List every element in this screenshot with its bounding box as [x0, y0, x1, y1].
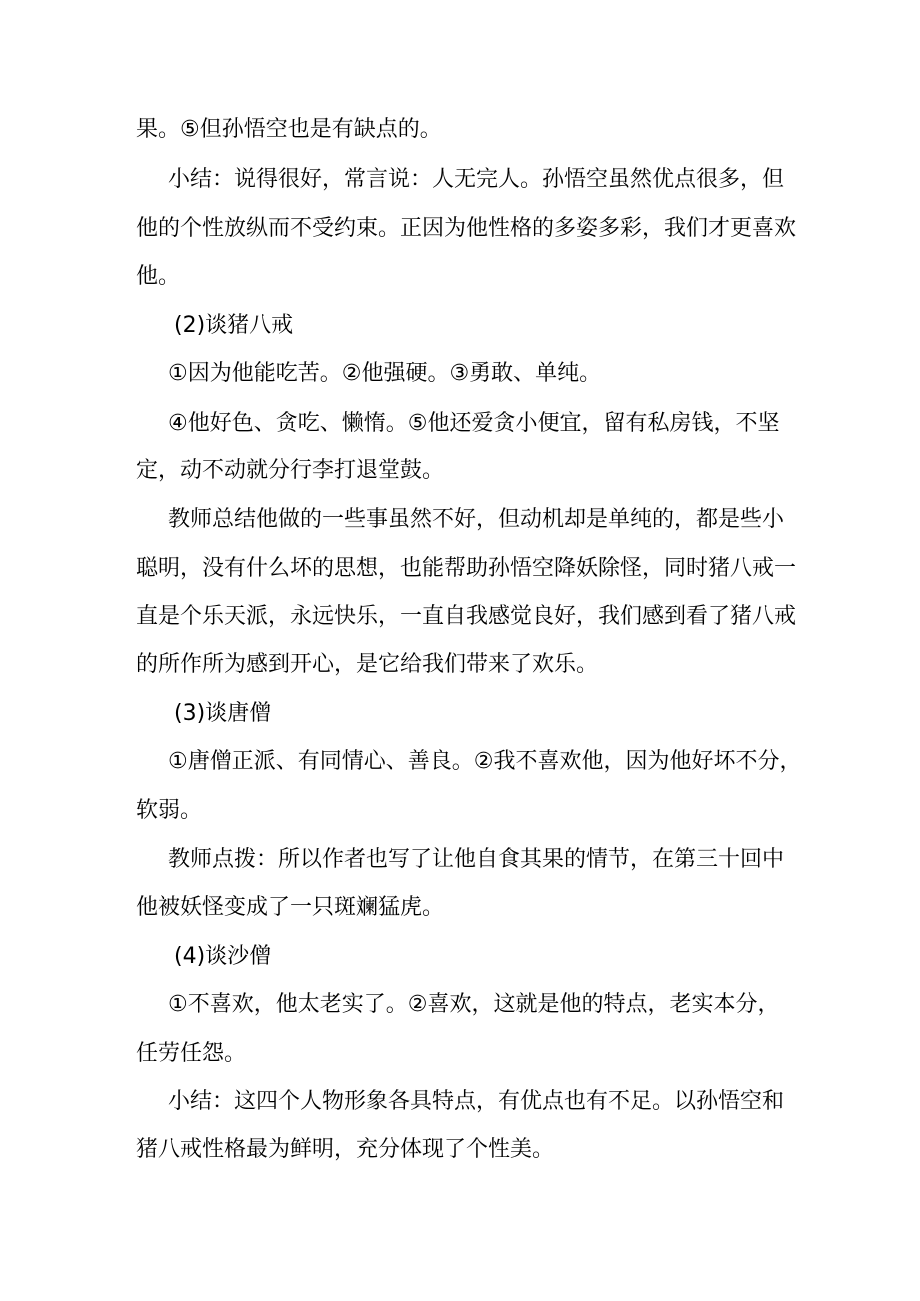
text-line-22: 猪八戒性格最为鲜明，充分体现了个性美。 — [136, 1137, 555, 1162]
text-line-3: 他的个性放纵而不受约束。正因为他性格的多姿多彩，我们才更喜欢 — [136, 216, 797, 241]
text-line-9: 教师总结他做的一些事虽然不好，但动机却是单纯的，都是些小 — [168, 507, 785, 532]
text-line-14: ①唐僧正派、有同情心、善良。②我不喜欢他，因为他好坏不分， — [168, 749, 802, 774]
section-heading-zhubajie: (2)谈猪八戒 — [174, 313, 294, 338]
text-line-15: 软弱。 — [136, 798, 203, 823]
text-line-8: 定，动不动就分行李打退堂鼓。 — [136, 458, 445, 483]
text-line-19: ①不喜欢，他太老实了。②喜欢，这就是他的特点，老实本分， — [168, 992, 780, 1017]
section-heading-shaseng: (4)谈沙僧 — [174, 944, 272, 969]
text-line-6: ①因为他能吃苦。②他强硬。③勇敢、单纯。 — [168, 361, 602, 386]
text-line-2: 小结：说得很好，常言说：人无完人。孙悟空虽然优点很多，但 — [168, 167, 785, 192]
text-line-1: 果。⑤但孙悟空也是有缺点的。 — [136, 117, 442, 142]
text-line-10: 聪明，没有什么坏的思想，也能帮助孙悟空降妖除怪，同时猪八戒一 — [136, 556, 797, 581]
text-line-11: 直是个乐天派，永远快乐，一直自我感觉良好，我们感到看了猪八戒 — [136, 604, 797, 629]
text-line-21: 小结：这四个人物形象各具特点，有优点也有不足。以孙悟空和 — [168, 1089, 785, 1114]
section-heading-tangseng: (3)谈唐僧 — [174, 701, 272, 726]
text-line-4: 他。 — [136, 264, 181, 289]
text-line-17: 他被妖怪变成了一只斑斓猛虎。 — [136, 895, 445, 920]
text-line-20: 任劳任怨。 — [136, 1041, 247, 1066]
text-line-16: 教师点拨：所以作者也写了让他自食其果的情节，在第三十回中 — [168, 847, 785, 872]
text-line-7: ④他好色、贪吃、懒惰。⑤他还爱贪小便宜，留有私房钱，不坚 — [168, 411, 780, 436]
text-line-12: 的所作所为感到开心，是它给我们带来了欢乐。 — [136, 652, 599, 677]
